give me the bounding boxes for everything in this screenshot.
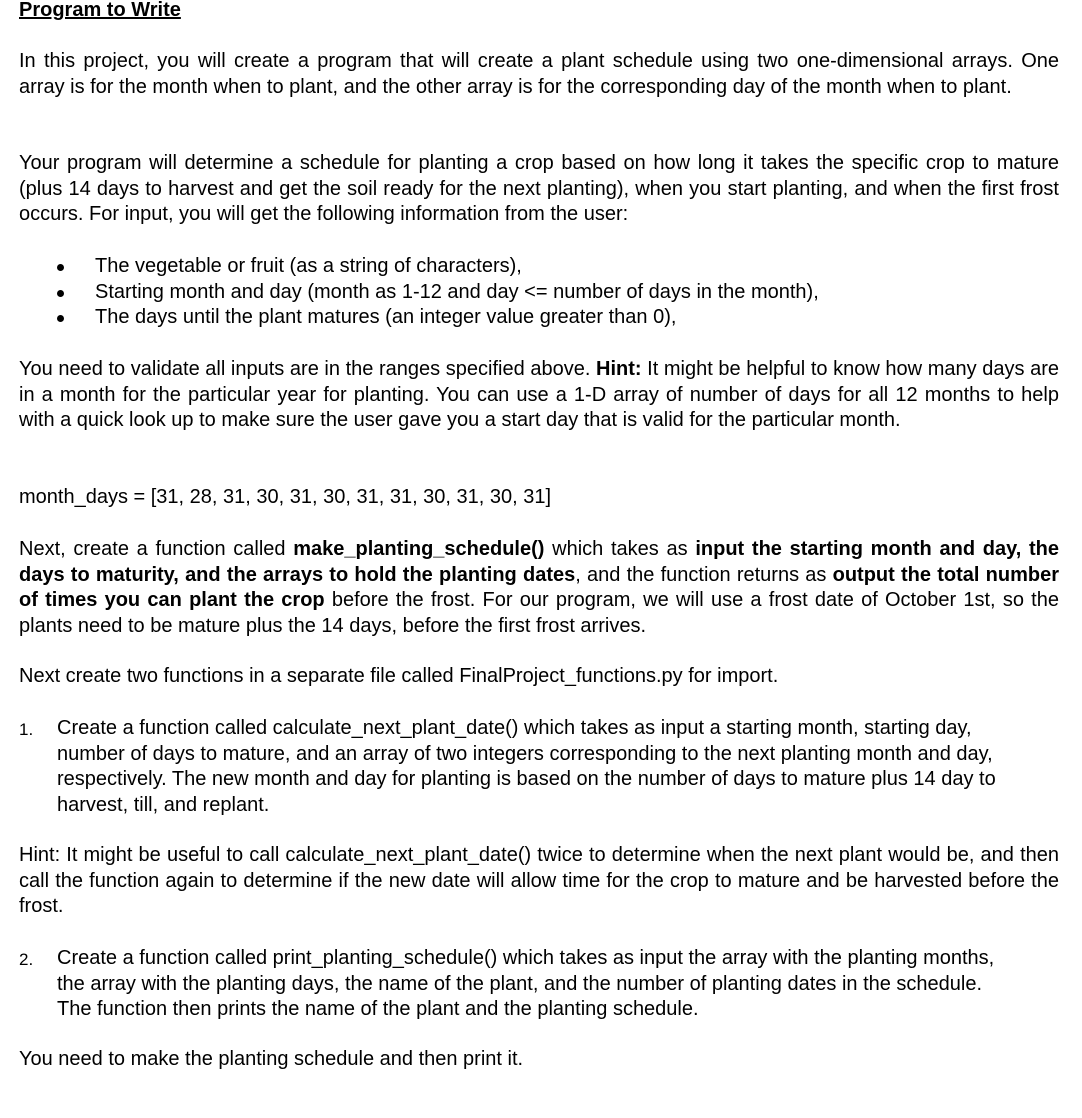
hint2-paragraph: Hint: It might be useful to call calculate_next_plant_date() twice to determine when the next plant would be, and then call the function again to determine if the new date will allow time for the crop to mature and be harvested before the frost. xyxy=(19,844,1059,917)
list-item: The vegetable or fruit (as a string of characters), xyxy=(19,254,1059,280)
bullet-icon xyxy=(57,315,64,322)
item-text: Create a function called print_planting_schedule() which takes as input the array with the planting months, the array with the planting days, the name of the plant, and the number of planting dates in the schedule. The function then prints the name of the plant and the planting schedule. xyxy=(57,947,995,1020)
hint-label: Hint: xyxy=(596,358,642,380)
item-number: 2. xyxy=(19,950,34,969)
list-item: Starting month and day (month as 1-12 and day <= number of days in the month), xyxy=(19,280,1059,306)
bullet-icon xyxy=(57,290,64,297)
item-text: Create a function called calculate_next_plant_date() which takes as input a starting month, starting day, number of days to mature, and an array of two integers corresponding to the next planting month and day, respectively. The new month and day for planting is based on the number of days to mature plus 14 day to harvest, till, and replant. xyxy=(57,717,996,816)
intro-paragraph: In this project, you will create a program that will create a plant schedule using two one-dimensional arrays. One array is for the month when to plant, and the other array is for the corresponding day of the month when to plant. xyxy=(19,50,1059,98)
page-title: Program to Write xyxy=(19,0,181,21)
month-days-line: month_days = [31, 28, 31, 30, 31, 30, 31, 31, 30, 31, 30, 31] xyxy=(19,486,552,508)
bullet-icon xyxy=(57,264,64,271)
make-schedule-paragraph: Next, create a function called make_planting_schedule() which takes as input the starting month and day, the days to maturity, and the arrays to hold the planting dates, and the function returns as output the total number of times you can plant the crop before the frost. For our program, we will use a frost date of October 1st, so the plants need to be mature plus the 14 days, before the first frost arrives. xyxy=(19,538,1059,637)
list-item: The days until the plant matures (an integer value greater than 0), xyxy=(19,305,1059,331)
validate-paragraph: You need to validate all inputs are in the ranges specified above. Hint: It might be helpful to know how many days are in a month for the particular year for planting. You can use a 1-D array of number of days for all 12 months to help with a quick look up to make sure the user gave you a start day that is valid for the particular month. xyxy=(19,358,1060,431)
item-number: 1. xyxy=(19,720,34,739)
separate-file-paragraph: Next create two functions in a separate file called FinalProject_functions.py for import. xyxy=(19,665,779,687)
closing-paragraph: You need to make the planting schedule and then print it. xyxy=(19,1048,524,1070)
input-list xyxy=(19,254,1059,331)
schedule-paragraph: Your program will determine a schedule for planting a crop based on how long it takes the specific crop to mature (plus 14 days to harvest and get the soil ready for the next planting), when you start planting, and when the first frost occurs. For input, you will get the following information from the user: xyxy=(19,152,1059,225)
numbered-item-1 xyxy=(19,716,1059,818)
numbered-item-2 xyxy=(19,946,1059,1023)
